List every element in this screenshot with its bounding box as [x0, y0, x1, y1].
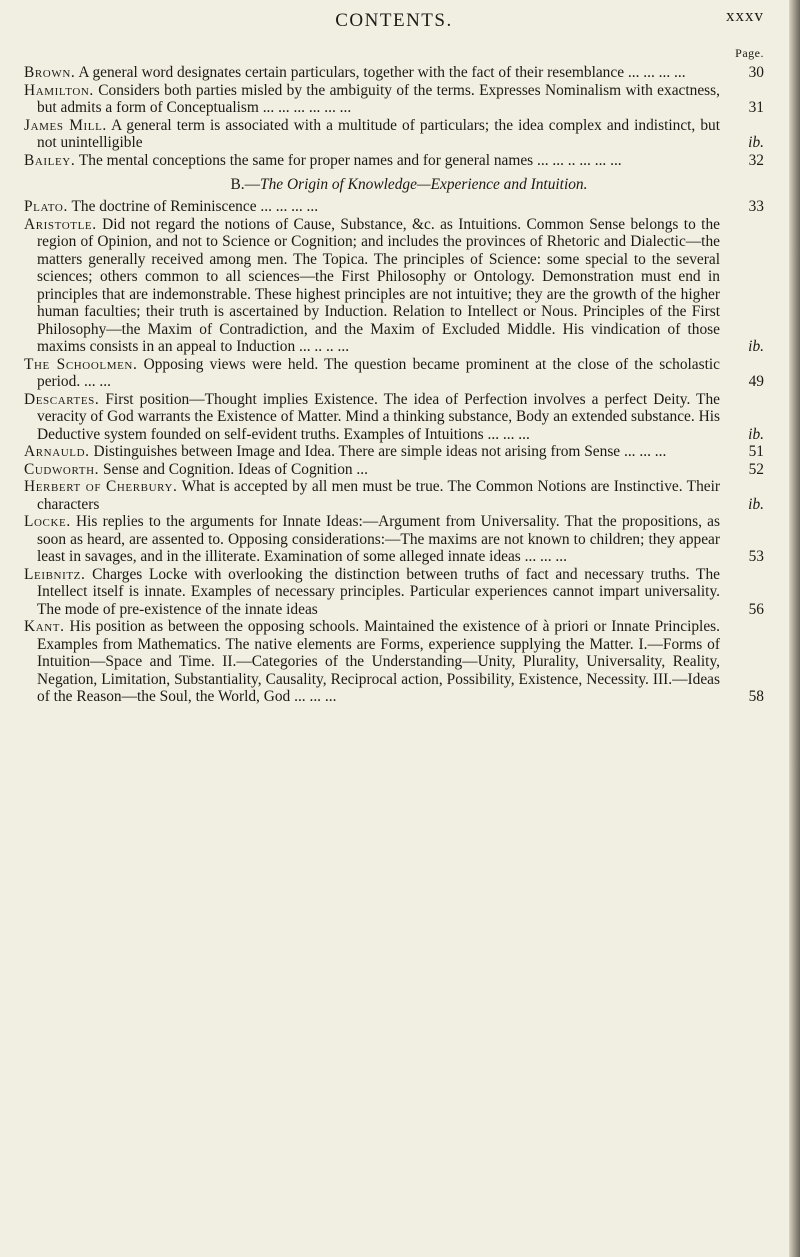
entry-text	[24, 356, 720, 391]
entry-page-number: 56	[748, 600, 764, 618]
entry-page-number: 52	[748, 460, 764, 478]
entry-name: Herbert of Cherbury.	[24, 478, 178, 495]
page-column-label: Page.	[735, 46, 764, 60]
entry-text	[24, 64, 720, 82]
entry-name: Locke.	[24, 513, 71, 530]
entry-name: Plato.	[24, 198, 68, 215]
contents-entry	[24, 461, 764, 479]
entry-page-number: 32	[748, 151, 764, 169]
entry-description: A general word designates certain particulars, together with the fact of their resemblance ... ... ... ...	[78, 64, 686, 81]
contents-entry	[24, 618, 764, 706]
contents-entry	[24, 356, 764, 391]
entry-name: James Mill.	[24, 116, 107, 134]
contents-entry	[24, 152, 764, 170]
contents-entry	[24, 566, 764, 619]
entry-name: Hamilton.	[24, 81, 94, 99]
entry-description: His replies to the arguments for Innate Ideas:—Argument from Universality. That the propositions, as soon as heard, are assented to. Opposing considerations:—The maxims are not known to children; they appear least in savages, and in the illiterate. Examination of some alleged innate ideas ... ... ...	[37, 513, 720, 565]
entry-text	[24, 566, 720, 619]
entry-description: Did not regard the notions of Cause, Substance, &c. as Intuitions. Common Sense belongs to the region of Opinion, and not to Science or Cognition; and includes the provinces of Rhetoric and Dialectic—the matters generally received among men. The Topica. The principles of Science: some special to the several sciences; others common to all sciences—the First Philosophy or Ontology. Demonstration must end in principles that are indemonstrable. These highest principles are not intuitive; they are the growth of the higher human faculties; their truth is ascertained by Induction. Relation to Intellect or Nous. Principles of the First Philosophy—the Maxim of Contradiction, and the Maxim of Excluded Middle. His vindication of those maxims consists in an appeal to Induction ... .. .. ...	[37, 215, 720, 355]
entry-description: Distinguishes between Image and Idea. There are simple ideas not arising from Sense ... ... ...	[93, 443, 667, 460]
entry-page-number: ib.	[748, 134, 764, 151]
entry-name: Arnauld.	[24, 443, 90, 460]
contents-entry	[24, 82, 764, 117]
section-prefix: B.—	[230, 176, 261, 193]
entry-page-number: 49	[748, 373, 764, 390]
entry-page-number: ib.	[748, 338, 764, 355]
entry-text	[24, 391, 720, 444]
entry-page-number: 33	[748, 198, 764, 215]
entry-description: His position as between the opposing schools. Maintained the existence of à priori or Innate Principles. Examples from Mathematics. The native elements are Forms, experience supplying the Matter. I.—Forms of Intuition—Space and Time. II.—Categories of the Understanding—Unity, Plurality, Universality, Reality, Negation, Limitation, Substantiality, Causality, Reciprocal action, Possibility, Existence, Necessity. III.—Ideas of the Reason—the Soul, the World, God ... ... ...	[37, 618, 720, 705]
entry-text	[24, 461, 720, 479]
entry-text	[24, 152, 720, 170]
entry-name: Aristotle.	[24, 215, 97, 233]
entry-text	[24, 618, 720, 706]
contents-entry	[24, 391, 764, 444]
entry-name: Bailey.	[24, 151, 76, 169]
entry-name: Cudworth.	[24, 460, 100, 478]
entry-text	[24, 443, 720, 461]
entry-page-number: 51	[748, 443, 764, 460]
running-head	[24, 6, 764, 42]
entry-description: Sense and Cognition. Ideas of Cognition ...	[102, 460, 368, 478]
entry-name: Descartes.	[24, 390, 100, 408]
entry-description: First position—Thought implies Existence. The idea of Perfection involves a perfect Deity. The veracity of God warrants the Existence of Matter. Mind a thinking substance, Body an extended substance. His Deductive system founded on self-evident truths. Examples of Intuitions ... ... ...	[37, 390, 720, 443]
entry-name: The Schoolmen.	[24, 355, 138, 373]
entry-text	[24, 513, 720, 566]
entry-page-number: ib.	[748, 425, 764, 443]
entry-name: Brown.	[24, 64, 76, 81]
contents-entry	[24, 117, 764, 152]
contents-entry	[24, 443, 764, 461]
entry-text	[24, 216, 720, 356]
entry-name: Kant.	[24, 618, 65, 635]
entry-page-number: 31	[748, 99, 764, 116]
entry-description: Opposing views were held. The question became prominent at the close of the scholastic period. ... ...	[37, 355, 720, 390]
section-title: The Origin of Knowledge—Experience and Intuition.	[260, 176, 588, 193]
entry-description: What is accepted by all men must be true. The Common Notions are Instinctive. Their characters	[37, 478, 720, 513]
entry-text	[24, 478, 720, 513]
page-title: CONTENTS.	[335, 10, 453, 31]
entry-description: Considers both parties misled by the ambiguity of the terms. Expresses Nominalism with exactness, but admits a form of Conceptualism ... ... ... ... ... ...	[37, 81, 720, 116]
entry-description: A general term is associated with a multitude of particulars; the idea complex and indistinct, but not unintelligible	[37, 116, 720, 151]
contents-entry	[24, 64, 764, 82]
entry-text	[24, 82, 720, 117]
roman-page-number: xxxv	[726, 6, 764, 25]
entry-page-number: 53	[748, 548, 764, 565]
entry-page-number: 58	[748, 688, 764, 705]
entries-list-a	[24, 64, 764, 169]
entry-page-number: ib.	[748, 495, 764, 513]
contents-entry	[24, 198, 764, 216]
entry-description: The mental conceptions the same for proper names and for general names ... ... .. ... ... ...	[78, 151, 622, 169]
entry-page-number: 30	[748, 64, 764, 81]
contents-entry	[24, 478, 764, 513]
entry-name: Leibnitz.	[24, 565, 86, 583]
contents-entry	[24, 216, 764, 356]
contents-page	[24, 6, 764, 706]
entry-description: The doctrine of Reminiscence ... ... ... ...	[71, 198, 319, 215]
entry-text	[24, 198, 720, 216]
entry-description: Charges Locke with overlooking the distinction between truths of fact and necessary truths. The Intellect itself is innate. Examples of necessary principles. Particular experiences cannot impart universality. The mode of pre-existence of the innate ideas	[37, 565, 720, 618]
contents-entry	[24, 513, 764, 566]
book-spine-edge	[789, 0, 800, 1257]
entry-text	[24, 117, 720, 152]
entries-list-b	[24, 198, 764, 706]
section-heading	[24, 175, 764, 194]
